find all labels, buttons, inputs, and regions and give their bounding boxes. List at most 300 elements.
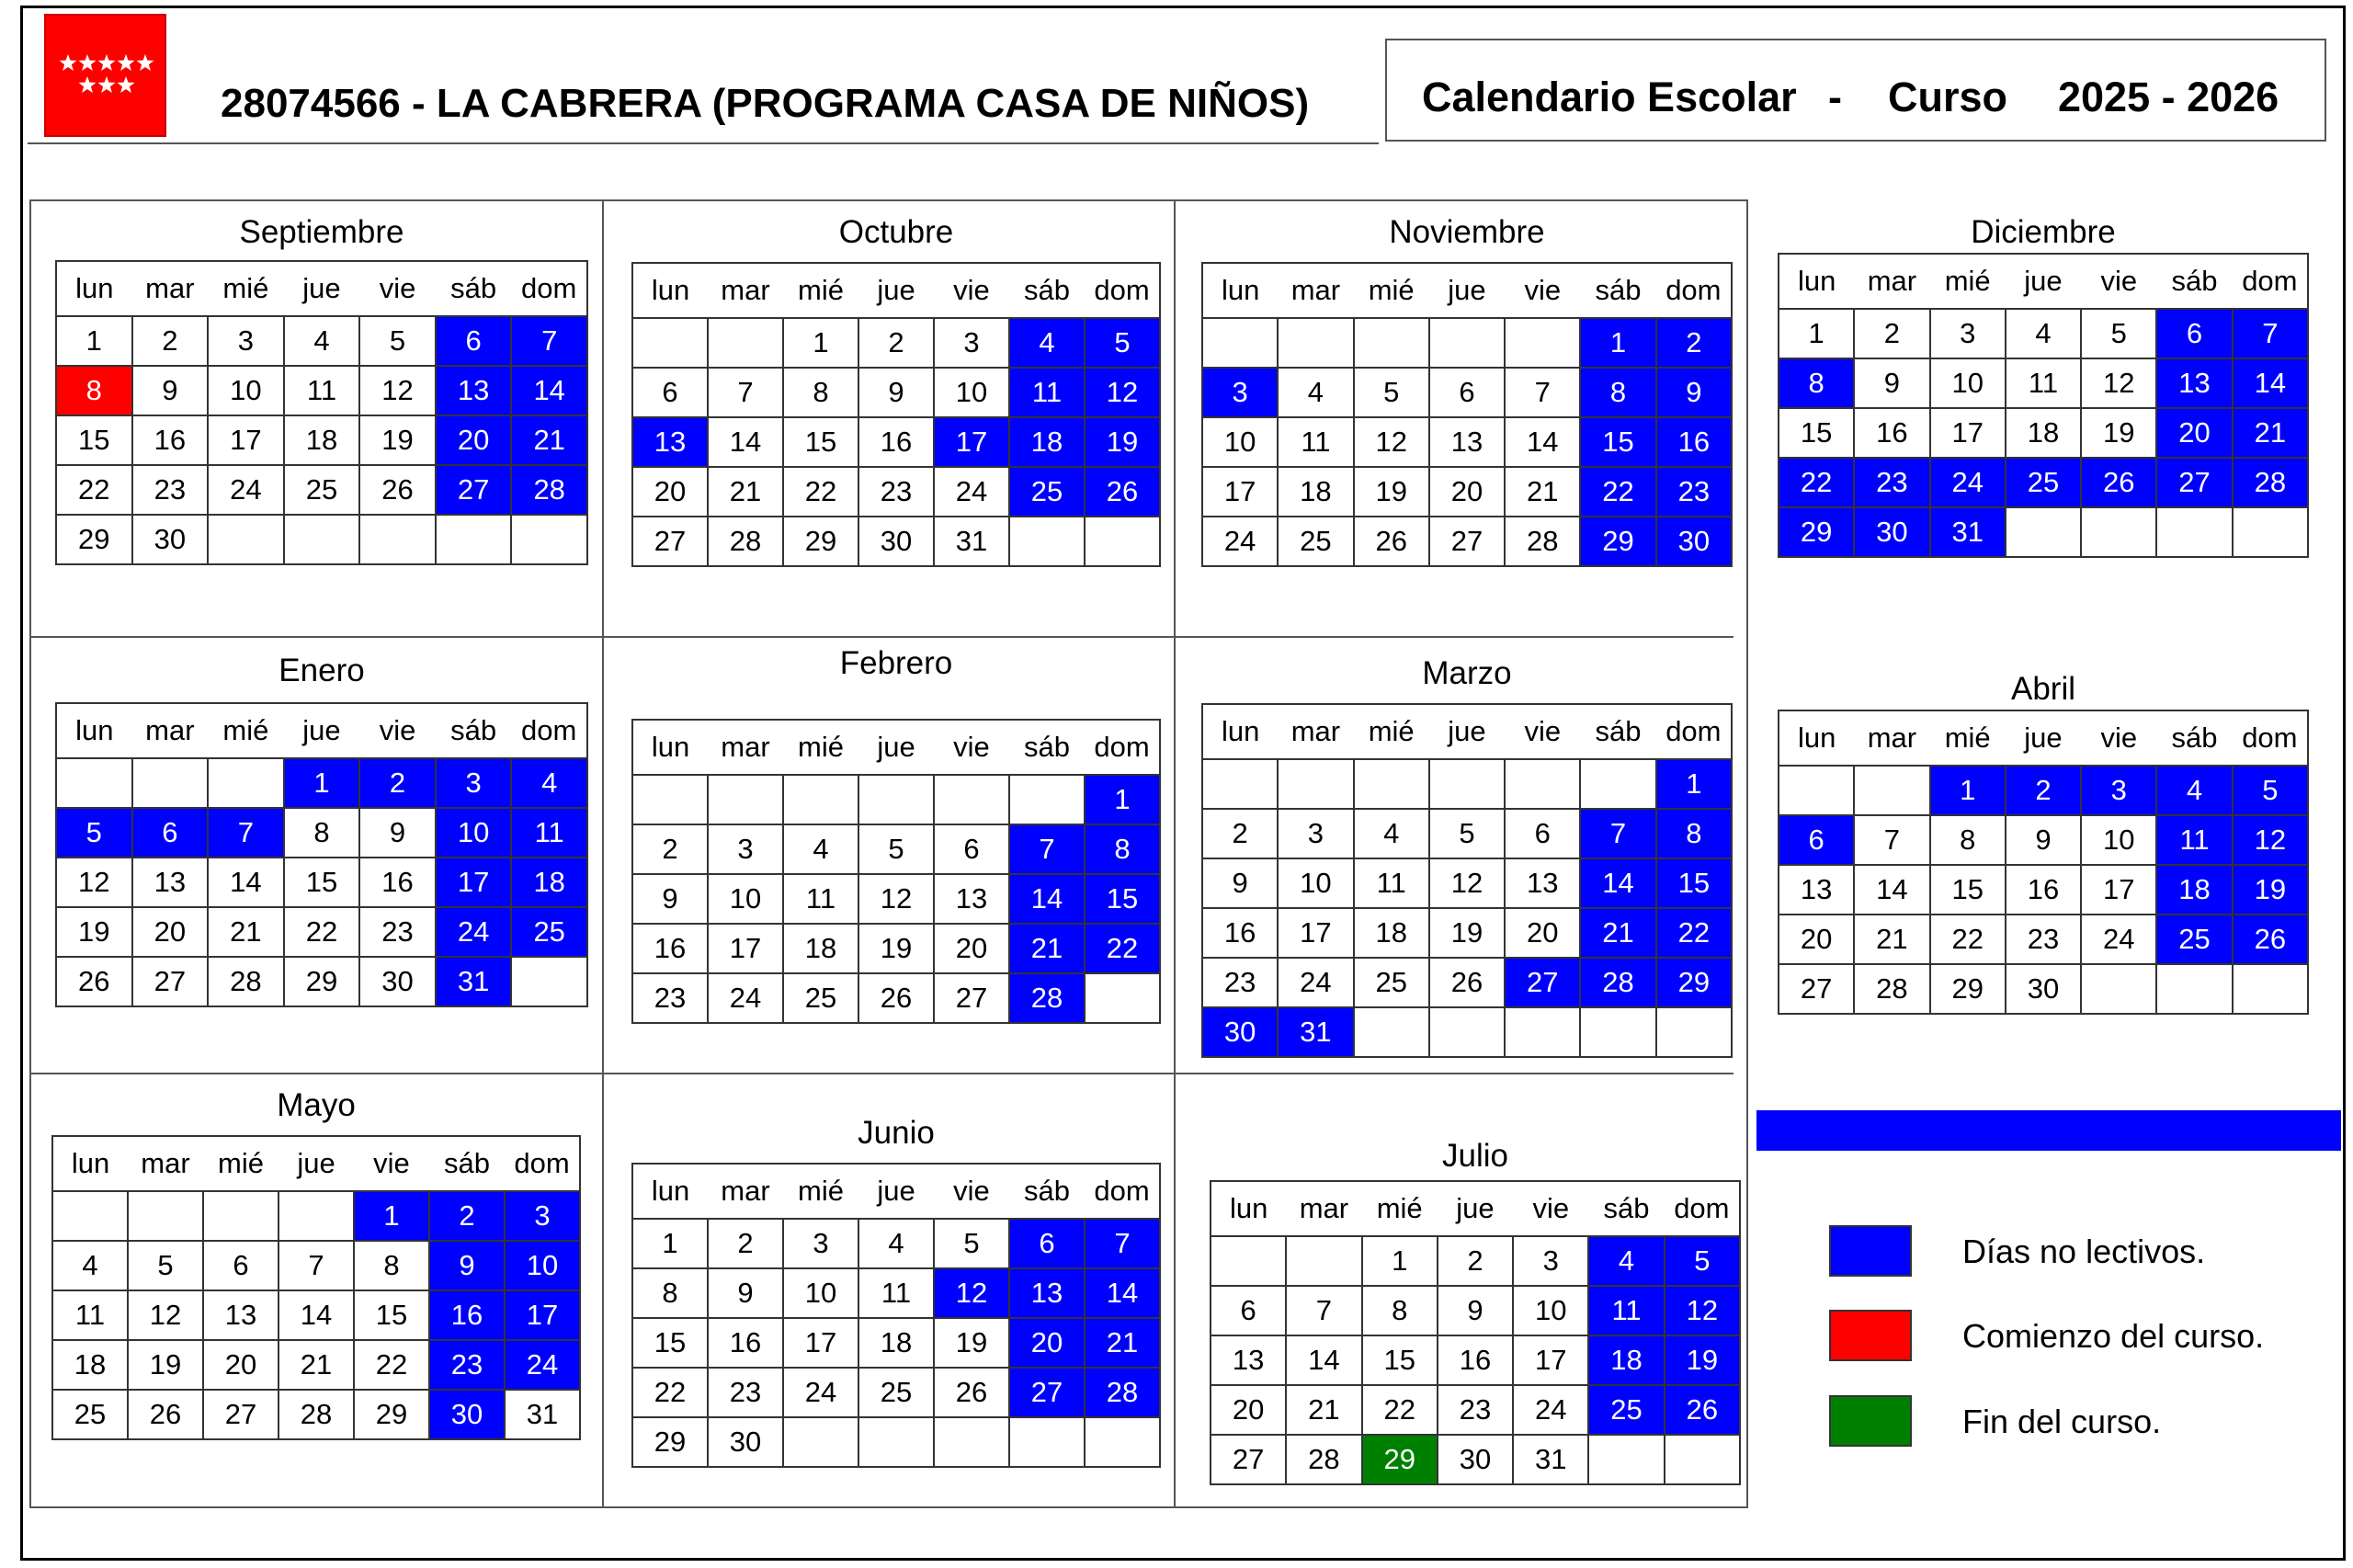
empty-cell xyxy=(632,775,708,824)
day-cell: 1 xyxy=(783,318,858,368)
empty-cell xyxy=(1505,318,1580,368)
day-cell-no-lectivo: 8 xyxy=(1779,358,1854,408)
weekday-header: mié xyxy=(783,720,858,775)
day-cell-no-lectivo: 4 xyxy=(1588,1236,1664,1286)
weekday-header: mar xyxy=(1278,263,1353,318)
day-cell: 3 xyxy=(934,318,1009,368)
day-cell-no-lectivo: 7 xyxy=(2233,309,2308,358)
day-cell: 4 xyxy=(52,1241,128,1290)
week-row xyxy=(1202,1007,1732,1057)
day-cell-no-lectivo: 19 xyxy=(2233,865,2308,915)
day-cell-no-lectivo: 12 xyxy=(1085,368,1160,417)
day-cell-no-lectivo: 29 xyxy=(1779,507,1854,557)
month-table xyxy=(1210,1180,1741,1485)
day-cell: 1 xyxy=(1779,309,1854,358)
week-row xyxy=(1779,964,2308,1014)
weekday-header: jue xyxy=(1438,1181,1513,1236)
day-cell-no-lectivo: 17 xyxy=(505,1290,580,1340)
day-cell-no-lectivo: 22 xyxy=(1656,908,1732,958)
day-cell: 8 xyxy=(1930,815,2006,865)
day-cell: 28 xyxy=(208,957,284,1006)
empty-cell xyxy=(1009,517,1085,566)
day-cell-no-lectivo: 21 xyxy=(1085,1318,1160,1368)
day-cell: 10 xyxy=(934,368,1009,417)
empty-cell xyxy=(1656,1007,1732,1057)
day-cell: 4 xyxy=(284,316,360,366)
day-cell: 2 xyxy=(1202,809,1278,858)
empty-cell xyxy=(1779,766,1854,815)
day-cell-no-lectivo: 27 xyxy=(1505,958,1580,1007)
day-cell: 29 xyxy=(1930,964,2006,1014)
weekday-header: dom xyxy=(511,703,587,758)
day-cell: 26 xyxy=(128,1390,203,1439)
month-name: Octubre xyxy=(838,214,954,250)
day-cell: 19 xyxy=(56,907,132,957)
day-cell-no-lectivo: 5 xyxy=(56,808,132,858)
day-cell-no-lectivo: 24 xyxy=(1930,458,2006,507)
week-row xyxy=(632,973,1160,1023)
day-cell-no-lectivo: 6 xyxy=(1779,815,1854,865)
day-cell: 13 xyxy=(1505,858,1580,908)
day-cell: 26 xyxy=(858,973,934,1023)
day-cell: 5 xyxy=(934,1219,1009,1268)
day-cell: 23 xyxy=(132,465,209,515)
empty-cell xyxy=(2156,964,2232,1014)
day-cell: 17 xyxy=(1278,908,1353,958)
month-table xyxy=(1778,253,2309,558)
grid-divider xyxy=(29,1073,1733,1074)
day-cell: 22 xyxy=(354,1340,429,1390)
month-name: Febrero xyxy=(839,645,953,681)
day-cell: 12 xyxy=(858,874,934,924)
day-cell: 24 xyxy=(1202,517,1278,566)
day-cell-no-lectivo: 1 xyxy=(1656,759,1732,809)
day-cell: 16 xyxy=(1438,1335,1513,1385)
weekday-header: sáb xyxy=(436,703,512,758)
day-cell: 6 xyxy=(1505,809,1580,858)
day-cell: 11 xyxy=(2006,358,2081,408)
weekday-header: mié xyxy=(203,1136,278,1191)
weekday-header: dom xyxy=(511,261,587,316)
day-cell: 2 xyxy=(1854,309,1929,358)
day-cell: 24 xyxy=(1513,1385,1588,1435)
weekday-header: lun xyxy=(52,1136,128,1191)
day-cell: 20 xyxy=(132,907,209,957)
month-table xyxy=(1778,710,2309,1015)
day-cell: 30 xyxy=(858,517,934,566)
day-cell: 19 xyxy=(359,415,436,465)
day-cell-no-lectivo: 26 xyxy=(2081,458,2156,507)
month-table xyxy=(55,260,588,565)
day-cell: 27 xyxy=(1211,1435,1286,1484)
empty-cell xyxy=(934,1417,1009,1467)
day-cell: 15 xyxy=(56,415,132,465)
empty-cell xyxy=(2081,964,2156,1014)
day-cell: 18 xyxy=(2006,408,2081,458)
week-row xyxy=(1779,358,2308,408)
day-cell-no-lectivo: 25 xyxy=(1009,467,1085,517)
day-cell: 6 xyxy=(1211,1286,1286,1335)
day-cell-no-lectivo: 30 xyxy=(429,1390,505,1439)
day-cell-no-lectivo: 10 xyxy=(505,1241,580,1290)
month-name: Marzo xyxy=(1422,655,1512,691)
day-cell-no-lectivo: 4 xyxy=(1009,318,1085,368)
week-row xyxy=(1202,467,1732,517)
day-cell-no-lectivo: 27 xyxy=(1009,1368,1085,1417)
day-cell: 29 xyxy=(632,1417,708,1467)
day-cell: 27 xyxy=(132,957,209,1006)
day-cell: 8 xyxy=(1362,1286,1438,1335)
day-cell: 22 xyxy=(1930,915,2006,964)
day-cell-no-lectivo: 5 xyxy=(1085,318,1160,368)
weekday-header: vie xyxy=(934,263,1009,318)
day-cell: 22 xyxy=(1362,1385,1438,1435)
week-row xyxy=(632,1219,1160,1268)
weekday-header: sáb xyxy=(1580,263,1655,318)
day-cell-no-lectivo: 1 xyxy=(284,758,360,808)
day-cell: 26 xyxy=(1354,517,1429,566)
day-cell: 21 xyxy=(1286,1385,1361,1435)
grid-divider xyxy=(29,636,1733,638)
day-cell: 11 xyxy=(1278,417,1353,467)
weekday-header: vie xyxy=(934,720,1009,775)
month-table xyxy=(1201,703,1733,1058)
empty-cell xyxy=(1085,1417,1160,1467)
day-cell: 21 xyxy=(1505,467,1580,517)
empty-cell xyxy=(2006,507,2081,557)
empty-cell xyxy=(56,758,132,808)
weekday-header: mar xyxy=(1854,254,1929,309)
day-cell: 12 xyxy=(128,1290,203,1340)
week-row xyxy=(632,775,1160,824)
weekday-header: jue xyxy=(1429,704,1505,759)
day-cell-no-lectivo: 10 xyxy=(436,808,512,858)
curso-years: 2025 - 2026 xyxy=(2058,74,2279,120)
day-cell: 12 xyxy=(56,858,132,907)
day-cell: 15 xyxy=(783,417,858,467)
weekday-header: mié xyxy=(1930,710,2006,766)
month-name: Diciembre xyxy=(1971,214,2116,250)
day-cell-no-lectivo: 20 xyxy=(1009,1318,1085,1368)
day-cell: 2 xyxy=(858,318,934,368)
day-cell-no-lectivo: 17 xyxy=(436,858,512,907)
day-cell-no-lectivo: 29 xyxy=(1656,958,1732,1007)
day-cell: 27 xyxy=(203,1390,278,1439)
empty-cell xyxy=(1854,766,1929,815)
day-cell-no-lectivo: 17 xyxy=(934,417,1009,467)
day-cell-no-lectivo: 25 xyxy=(511,907,587,957)
empty-cell xyxy=(359,515,436,564)
weekday-header: lun xyxy=(1202,704,1278,759)
weekday-header: jue xyxy=(858,720,934,775)
day-cell-no-lectivo: 11 xyxy=(1009,368,1085,417)
day-cell-no-lectivo: 21 xyxy=(1580,908,1655,958)
day-cell: 11 xyxy=(284,366,360,415)
day-cell: 15 xyxy=(1362,1335,1438,1385)
empty-cell xyxy=(858,1417,934,1467)
day-cell: 16 xyxy=(359,858,436,907)
month-table xyxy=(55,702,588,1007)
weekday-header: lun xyxy=(1211,1181,1286,1236)
week-row xyxy=(56,465,587,515)
day-cell: 1 xyxy=(632,1219,708,1268)
day-cell-no-lectivo: 6 xyxy=(2156,309,2232,358)
day-cell: 7 xyxy=(1505,368,1580,417)
day-cell: 10 xyxy=(1930,358,2006,408)
day-cell-no-lectivo: 31 xyxy=(1278,1007,1353,1057)
day-cell: 5 xyxy=(359,316,436,366)
day-cell-no-lectivo: 18 xyxy=(511,858,587,907)
weekday-header: mar xyxy=(708,1164,783,1219)
day-cell: 24 xyxy=(1278,958,1353,1007)
day-cell: 25 xyxy=(284,465,360,515)
day-cell: 5 xyxy=(2081,309,2156,358)
day-cell-no-lectivo: 20 xyxy=(2156,408,2232,458)
empty-cell xyxy=(783,775,858,824)
day-cell-no-lectivo: 16 xyxy=(1656,417,1732,467)
day-cell-no-lectivo: 8 xyxy=(1656,809,1732,858)
month-table xyxy=(51,1135,581,1440)
weekday-header: lun xyxy=(1779,710,1854,766)
weekday-header: lun xyxy=(56,261,132,316)
legend-swatch-green xyxy=(1829,1395,1912,1447)
weekday-header: vie xyxy=(934,1164,1009,1219)
legend-label: Días no lectivos. xyxy=(1962,1233,2206,1270)
week-row xyxy=(1779,915,2308,964)
weekday-header: mar xyxy=(708,720,783,775)
weekday-header: sáb xyxy=(2156,710,2232,766)
month-name: Noviembre xyxy=(1389,214,1545,250)
day-cell: 22 xyxy=(632,1368,708,1417)
day-cell-no-lectivo: 9 xyxy=(429,1241,505,1290)
empty-cell xyxy=(1580,759,1655,809)
day-cell: 4 xyxy=(783,824,858,874)
day-cell: 24 xyxy=(2081,915,2156,964)
day-cell: 12 xyxy=(1354,417,1429,467)
day-cell: 3 xyxy=(1930,309,2006,358)
day-cell: 10 xyxy=(208,366,284,415)
weekday-header: dom xyxy=(1085,720,1160,775)
week-row xyxy=(1202,368,1732,417)
day-cell: 7 xyxy=(278,1241,354,1290)
day-cell: 19 xyxy=(858,924,934,973)
weekday-header: dom xyxy=(505,1136,580,1191)
day-cell-no-lectivo: 6 xyxy=(436,316,512,366)
day-cell: 20 xyxy=(1211,1385,1286,1435)
day-cell: 26 xyxy=(934,1368,1009,1417)
day-cell: 30 xyxy=(359,957,436,1006)
day-cell: 19 xyxy=(1429,908,1505,958)
day-cell-no-lectivo: 14 xyxy=(1009,874,1085,924)
weekday-header: lun xyxy=(1202,263,1278,318)
empty-cell xyxy=(1354,759,1429,809)
day-cell-no-lectivo: 15 xyxy=(1656,858,1732,908)
day-cell-no-lectivo: 24 xyxy=(505,1340,580,1390)
day-cell-no-lectivo: 22 xyxy=(1085,924,1160,973)
day-cell: 9 xyxy=(1202,858,1278,908)
empty-cell xyxy=(1505,1007,1580,1057)
day-cell: 17 xyxy=(1202,467,1278,517)
day-cell-no-lectivo: 1 xyxy=(354,1191,429,1241)
weekday-header: jue xyxy=(284,261,360,316)
day-cell: 8 xyxy=(284,808,360,858)
weekday-header: sáb xyxy=(429,1136,505,1191)
empty-cell xyxy=(1278,318,1353,368)
month-table xyxy=(631,262,1161,567)
day-cell: 24 xyxy=(783,1368,858,1417)
week-row xyxy=(1211,1335,1740,1385)
month-name: Abril xyxy=(2010,671,2076,707)
day-cell: 13 xyxy=(934,874,1009,924)
week-row xyxy=(1202,318,1732,368)
day-cell: 4 xyxy=(858,1219,934,1268)
week-row xyxy=(632,467,1160,517)
week-row xyxy=(632,924,1160,973)
week-row xyxy=(632,517,1160,566)
day-cell-no-lectivo: 2 xyxy=(2006,766,2081,815)
day-cell: 10 xyxy=(1513,1286,1588,1335)
day-cell: 17 xyxy=(708,924,783,973)
comunidad-madrid-logo xyxy=(44,14,166,137)
day-cell: 6 xyxy=(934,824,1009,874)
day-cell-no-lectivo: 1 xyxy=(1580,318,1655,368)
day-cell-no-lectivo: 23 xyxy=(429,1340,505,1390)
week-row xyxy=(1779,865,2308,915)
day-cell: 2 xyxy=(708,1219,783,1268)
month-name: Junio xyxy=(858,1115,935,1151)
week-row xyxy=(1211,1236,1740,1286)
weekday-header: lun xyxy=(632,263,708,318)
week-row xyxy=(1202,417,1732,467)
empty-cell xyxy=(1354,318,1429,368)
day-cell: 22 xyxy=(284,907,360,957)
weekday-header: mar xyxy=(1278,704,1353,759)
day-cell-no-lectivo: 26 xyxy=(1085,467,1160,517)
day-cell-no-lectivo: 25 xyxy=(1588,1385,1664,1435)
day-cell: 29 xyxy=(284,957,360,1006)
day-cell-no-lectivo: 30 xyxy=(1656,517,1732,566)
day-cell-no-lectivo: 13 xyxy=(632,417,708,467)
day-cell: 9 xyxy=(632,874,708,924)
day-cell-no-lectivo: 5 xyxy=(1665,1236,1740,1286)
day-cell: 15 xyxy=(632,1318,708,1368)
week-row xyxy=(1202,759,1732,809)
day-cell: 2 xyxy=(132,316,209,366)
weekday-header: sáb xyxy=(1009,720,1085,775)
day-cell: 13 xyxy=(1211,1335,1286,1385)
day-cell-no-lectivo: 12 xyxy=(2233,815,2308,865)
empty-cell xyxy=(132,758,209,808)
weekday-header: lun xyxy=(632,1164,708,1219)
day-cell-no-lectivo: 28 xyxy=(511,465,587,515)
week-row xyxy=(1779,815,2308,865)
day-cell: 3 xyxy=(783,1219,858,1268)
grid-divider xyxy=(1746,199,1748,1074)
empty-cell xyxy=(511,957,587,1006)
weekday-header: dom xyxy=(1656,704,1732,759)
month-name: Septiembre xyxy=(239,214,404,250)
day-cell: 3 xyxy=(1278,809,1353,858)
day-cell: 25 xyxy=(1278,517,1353,566)
day-cell: 14 xyxy=(708,417,783,467)
day-cell-no-lectivo: 12 xyxy=(1665,1286,1740,1335)
day-cell-no-lectivo: 30 xyxy=(1854,507,1929,557)
week-row xyxy=(1202,958,1732,1007)
day-cell: 19 xyxy=(934,1318,1009,1368)
day-cell: 17 xyxy=(208,415,284,465)
day-cell-no-lectivo: 22 xyxy=(1779,458,1854,507)
curso-label: Curso xyxy=(1888,74,2008,120)
week-row xyxy=(1779,766,2308,815)
day-cell-no-lectivo: 7 xyxy=(1085,1219,1160,1268)
day-cell: 20 xyxy=(1505,908,1580,958)
day-cell: 9 xyxy=(708,1268,783,1318)
day-cell-no-lectivo: 14 xyxy=(2233,358,2308,408)
week-row xyxy=(1779,408,2308,458)
weekday-header: mié xyxy=(1354,263,1429,318)
empty-cell xyxy=(1085,517,1160,566)
weekday-header: sáb xyxy=(1580,704,1655,759)
week-row xyxy=(1202,809,1732,858)
day-cell-no-lectivo: 18 xyxy=(1588,1335,1664,1385)
empty-cell xyxy=(52,1191,128,1241)
day-cell: 24 xyxy=(708,973,783,1023)
week-row xyxy=(632,1368,1160,1417)
calendar-title: Calendario Escolar xyxy=(1422,74,1797,120)
weekday-header: mar xyxy=(132,703,209,758)
day-cell: 14 xyxy=(1505,417,1580,467)
day-cell: 25 xyxy=(858,1368,934,1417)
day-cell: 16 xyxy=(132,415,209,465)
week-row xyxy=(632,1417,1160,1467)
day-cell: 14 xyxy=(278,1290,354,1340)
title-underline xyxy=(28,142,1379,144)
day-cell: 3 xyxy=(208,316,284,366)
week-row xyxy=(56,907,587,957)
weekday-header: jue xyxy=(2006,710,2081,766)
empty-cell xyxy=(128,1191,203,1241)
day-cell-no-lectivo: 28 xyxy=(1009,973,1085,1023)
week-row xyxy=(56,515,587,564)
day-cell: 14 xyxy=(208,858,284,907)
day-cell: 10 xyxy=(708,874,783,924)
weekday-header: vie xyxy=(354,1136,429,1191)
day-cell: 9 xyxy=(1854,358,1929,408)
day-cell-no-lectivo: 25 xyxy=(2156,915,2232,964)
day-cell: 30 xyxy=(2006,964,2081,1014)
empty-cell xyxy=(278,1191,354,1241)
weekday-header: dom xyxy=(1665,1181,1740,1236)
weekday-header: mié xyxy=(783,263,858,318)
day-cell: 28 xyxy=(708,517,783,566)
month-name: Julio xyxy=(1442,1138,1508,1174)
day-cell: 6 xyxy=(632,368,708,417)
day-cell-no-lectivo: 3 xyxy=(2081,766,2156,815)
day-cell: 19 xyxy=(128,1340,203,1390)
day-cell: 14 xyxy=(1854,865,1929,915)
empty-cell xyxy=(208,758,284,808)
month-table xyxy=(631,719,1161,1024)
grid-divider xyxy=(1174,199,1176,1508)
week-row xyxy=(1211,1385,1740,1435)
weekday-header: vie xyxy=(1505,704,1580,759)
empty-cell xyxy=(436,515,512,564)
week-row xyxy=(52,1241,580,1290)
day-cell: 13 xyxy=(203,1290,278,1340)
month-table xyxy=(1201,262,1733,567)
day-cell-no-lectivo: 3 xyxy=(505,1191,580,1241)
day-cell: 26 xyxy=(1429,958,1505,1007)
